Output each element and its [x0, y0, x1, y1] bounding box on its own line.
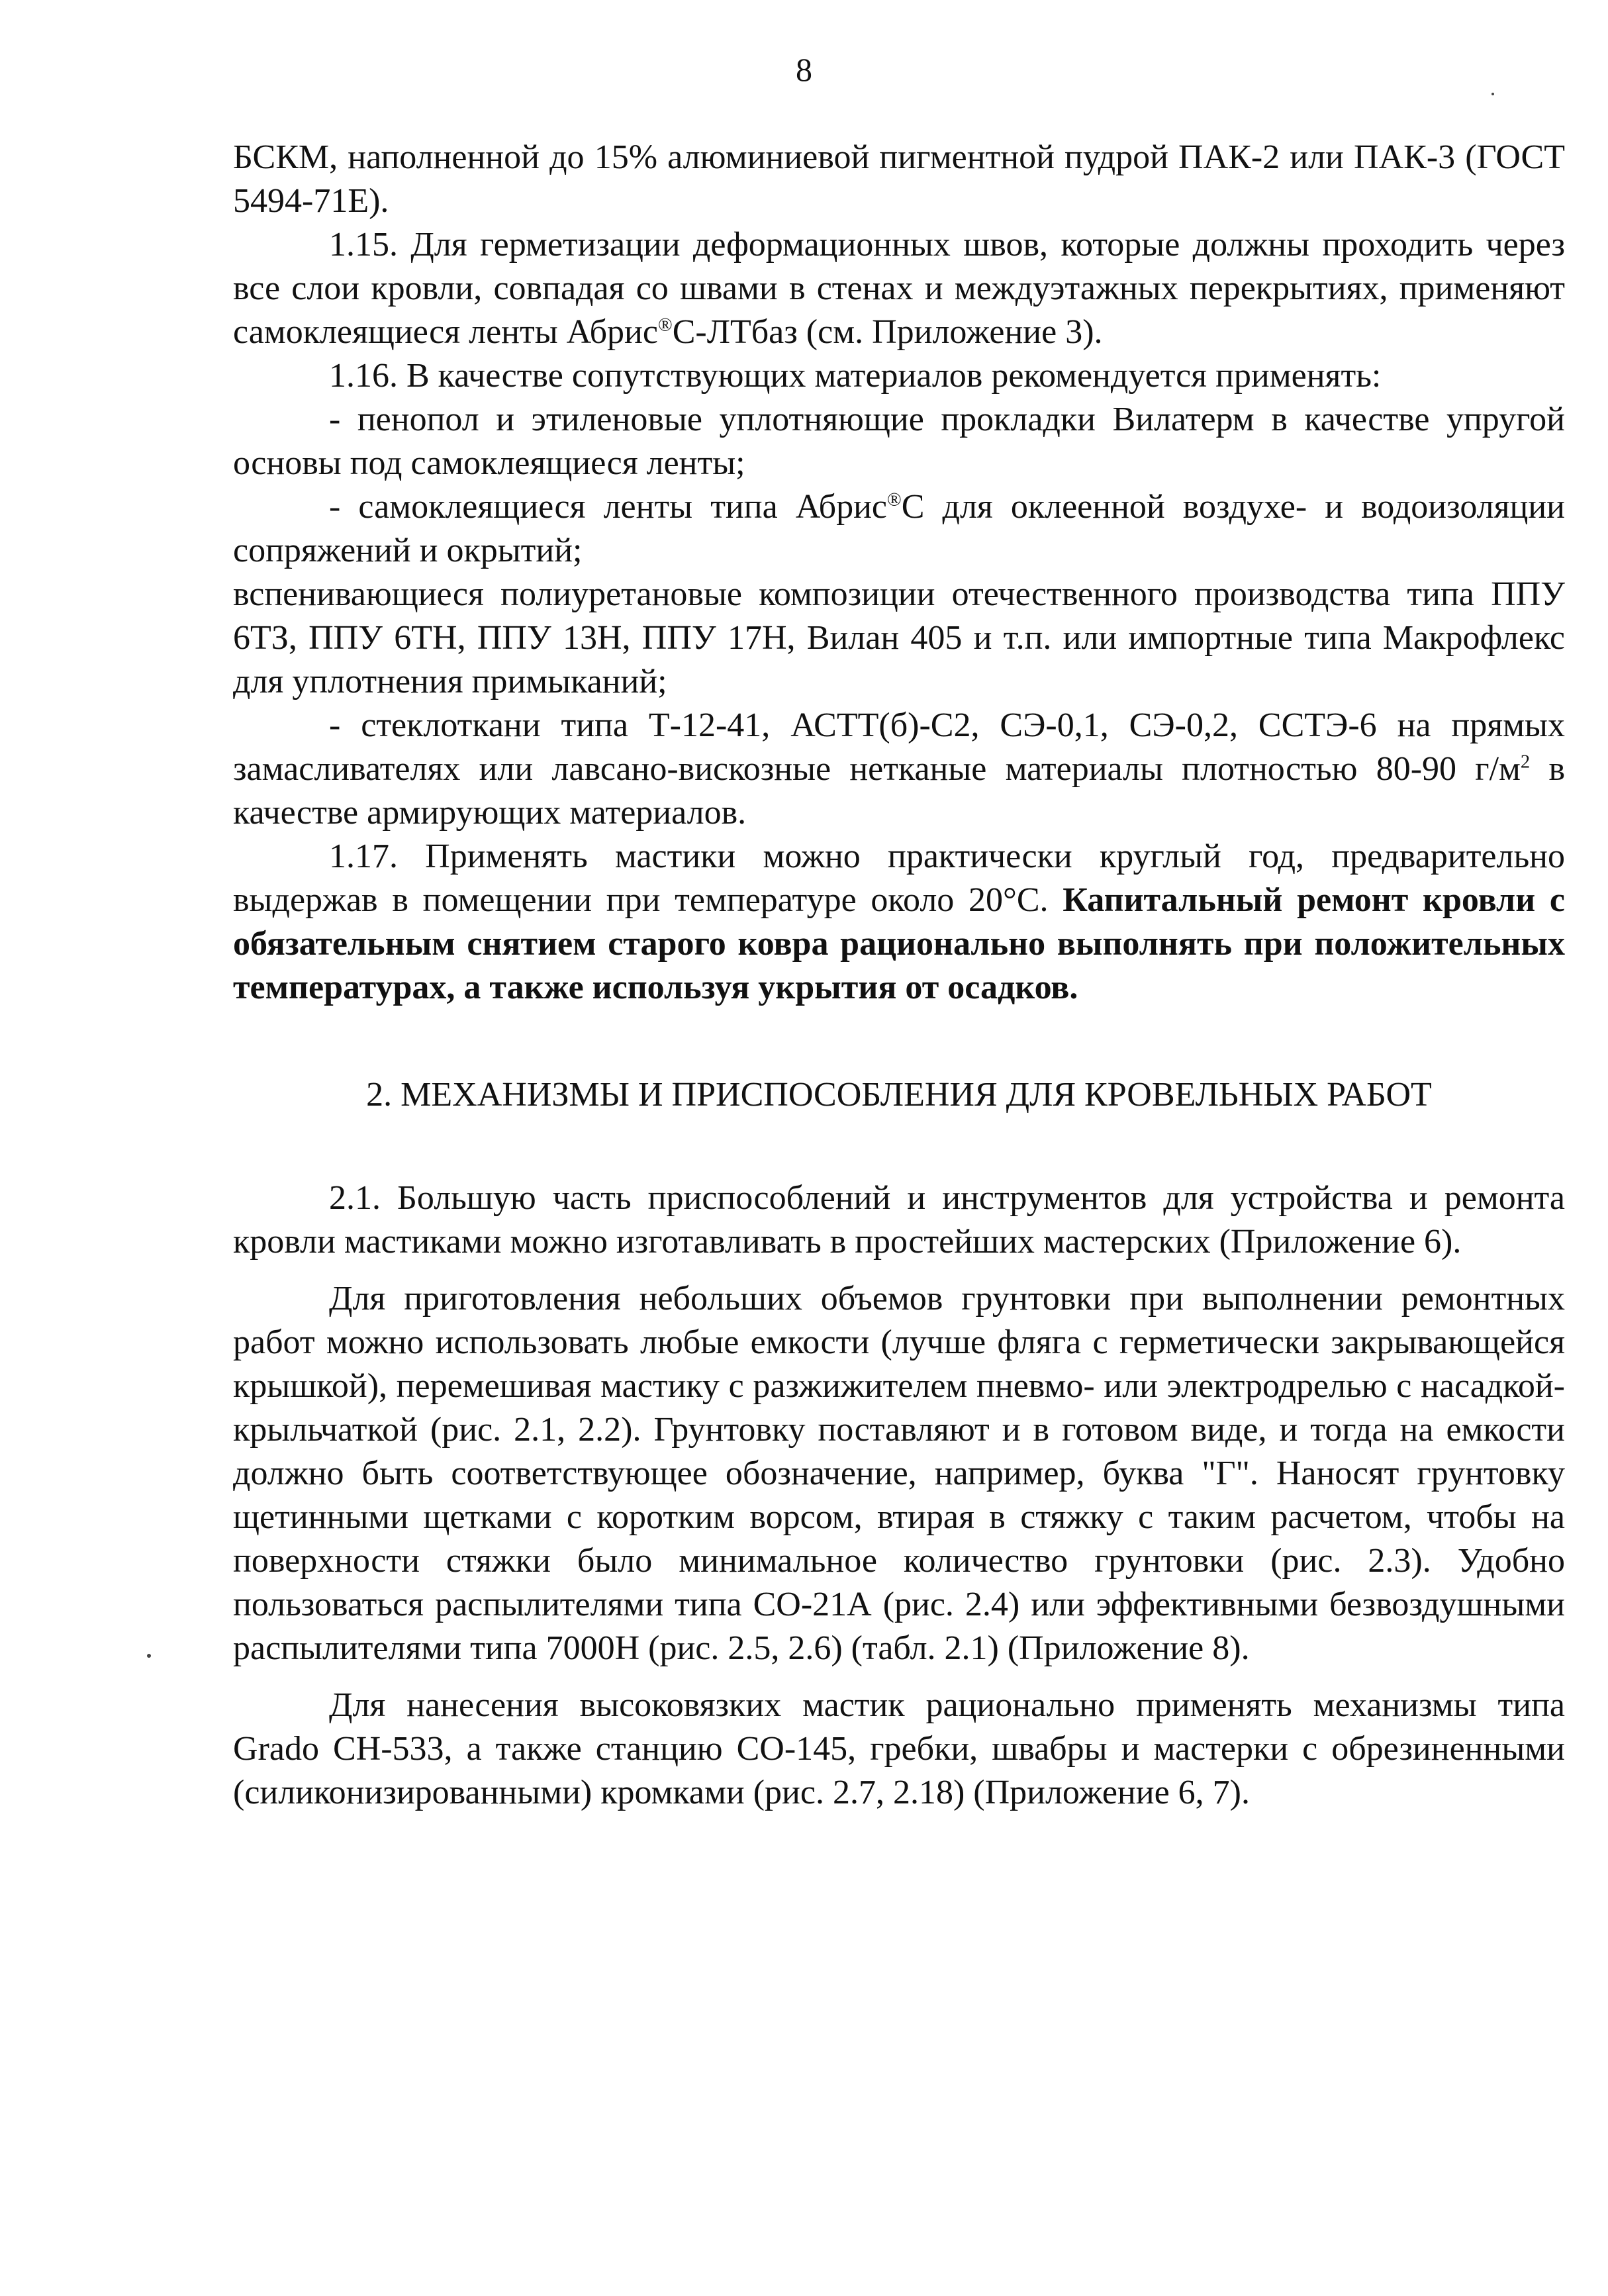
- paragraph-1-15: [233, 223, 1565, 354]
- list-item-abris-tail: С для оклеенной воздухе- и водоизоляции сопряжений и окрытий;: [233, 488, 1566, 569]
- paragraph-primer: Для приготовления небольших объемов грунтовки при выполнении ремонтных работ можно использовать любые емкости (лучше фляга с герметически закрывающейся крышкой), перемешивая мастику с разжижителем пневмо- или электродрелью с насадкой-крыльчаткой (рис. 2.1, 2.2). Грунтовку поставляют и в готовом виде, и тогда на емкости должно быть соответствующее обозначение, например, буква "Г". Наносят грунтовку щетинными щетками с коротким ворсом, втирая в стяжку с таким расчетом, чтобы на поверхности стяжки было минимальное количество грунтовки (рис. 2.3). Удобно пользоваться распылителями типа СО-21А (рис. 2.4) или эффективными безвоздушными распылителями типа 7000Н (рис. 2.5, 2.6) (табл. 2.1) (Приложение 8).: [233, 1280, 1565, 1667]
- paragraph-1-17-text: 1.17. Применять мастики можно практически круглый год, предварительно выдержав в помещении при температуре около 20°С.: [233, 837, 1565, 919]
- paragraph-gap: [233, 1670, 1565, 1684]
- registered-mark: ®: [887, 489, 902, 510]
- list-item-fiberglass-text: - стеклоткани типа Т-12-41, АСТТ(б)-С2, СЭ-0,1, СЭ-0,2, ССТЭ-6 на прямых замасливателях или лавсано-вискозные нетканые материалы плотностью 80-90 г/м: [233, 706, 1565, 788]
- list-item-fiberglass: [233, 704, 1565, 835]
- paragraph-gap: [233, 1264, 1565, 1277]
- page-number: 8: [796, 51, 812, 88]
- paragraph-continuation: БСКМ, наполненной до 15% алюминиевой пигментной пудрой ПАК-2 или ПАК-3 (ГОСТ 5494-71Е).: [233, 138, 1565, 220]
- paragraph-2-1: 2.1. Большую часть приспособлений и инструментов для устройства и ремонта кровли мастиками можно изготавливать в простейших мастерских (Приложение 6).: [233, 1179, 1565, 1261]
- section-heading-2: 2. МЕХАНИЗМЫ И ПРИСПОСОБЛЕНИЯ ДЛЯ КРОВЕЛЬНЫХ РАБОТ: [366, 1076, 1432, 1114]
- list-item-fiberglass-tail: в качестве армирующих материалов.: [233, 750, 1565, 832]
- paragraph-1-15-text: 1.15. Для герметизации деформационных швов, которые должны проходить через все слои кровли, совпадая со швами в стенах и междуэтажных перекрытиях, применяют самоклеящиеся ленты Абрис: [233, 226, 1565, 351]
- scan-speck: [147, 1654, 151, 1658]
- paragraph-1-17: [233, 835, 1565, 1010]
- registered-mark: ®: [657, 314, 673, 336]
- paragraph-1-16: 1.16. В качестве сопутствующих материалов рекомендуется применять:: [329, 357, 1382, 395]
- list-item-polyurethane: вспенивающиеся полиуретановые композиции отечественного производства типа ППУ 6ТЗ, ППУ 6ТН, ППУ 13Н, ППУ 17Н, Вилан 405 и т.п. или импортные типа Макрофлекс для уплотнения примыканий;: [233, 575, 1565, 700]
- paragraph-1-15-tail: С-ЛТбаз (см. Приложение 3).: [672, 313, 1103, 351]
- page-content: [233, 136, 1565, 1815]
- paragraph-mastics: Для нанесения высоковязких мастик рационально применять механизмы типа Grado СН-533, а также станцию СО-145, гребки, швабры и мастерки с обрезиненными (силиконизированными) кромками (рис. 2.7, 2.18) (Приложение 6, 7).: [233, 1686, 1565, 1811]
- list-item-abris-text: - самоклеящиеся ленты типа Абрис: [329, 488, 887, 526]
- scan-speck: [1491, 93, 1494, 95]
- paragraph-1-17-bold: Капитальный ремонт кровли с обязательным снятием старого ковра рационально выполнять при положительных температурах, а также используя укрытия от осадков.: [233, 881, 1565, 1006]
- list-item-abris-tapes: [233, 485, 1565, 573]
- list-item-penopol: - пенопол и этиленовые уплотняющие прокладки Вилатерм в качестве упругой основы под самоклеящиеся ленты;: [233, 401, 1565, 482]
- superscript-2: 2: [1520, 751, 1531, 773]
